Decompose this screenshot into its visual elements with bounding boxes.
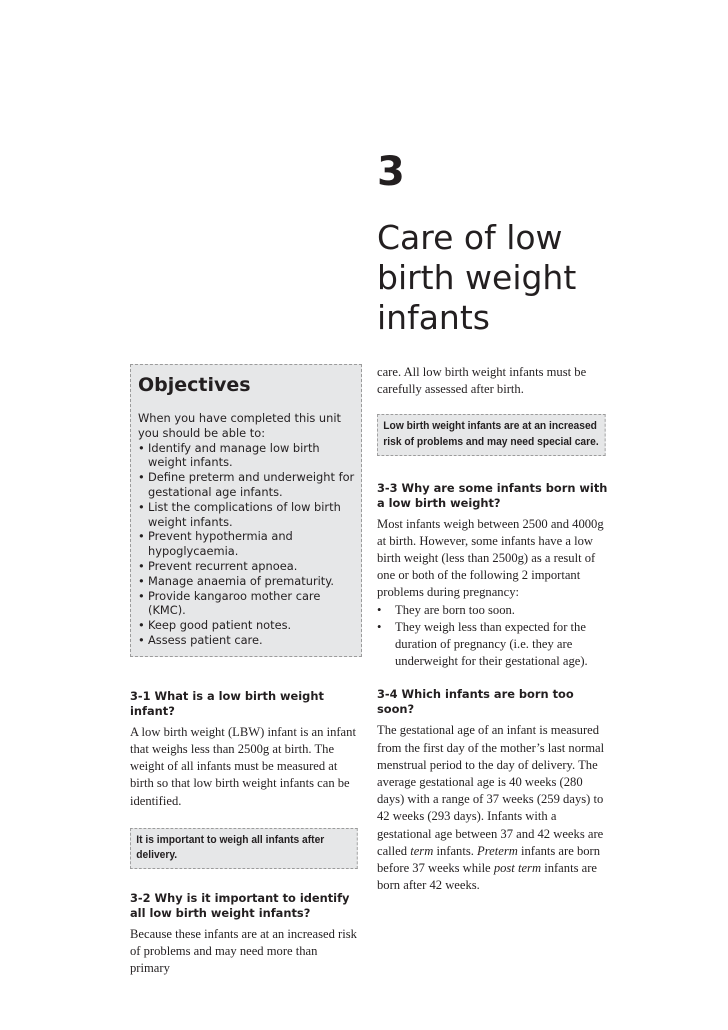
chapter-title-line-1: Care of low	[377, 218, 563, 257]
objective-text: Prevent recurrent apnoea.	[148, 558, 298, 573]
chapter-title	[377, 218, 707, 338]
objective-text: Define preterm and underweight for gestational age infants.	[148, 470, 355, 499]
objective-item	[138, 633, 355, 648]
objective-text: Assess patient care.	[148, 632, 263, 647]
objective-text: Identify and manage low birth weight infants.	[148, 440, 320, 470]
text-span: infants are born after 42 weeks.	[377, 861, 597, 893]
objectives-list	[138, 441, 355, 648]
term-emphasis: term	[410, 843, 434, 858]
reason-text: They are born too soon.	[395, 602, 515, 617]
section-text-3-3: Most infants weigh between 2500 and 4000g at birth. However, some infants have a low birth weight (less than 2500g) as a result of one or both of the following 2 important problems during pregnancy:	[377, 516, 604, 600]
bullet-icon: •	[377, 602, 382, 617]
objective-text: Provide kangaroo mother care (KMC).	[148, 588, 321, 618]
objective-item	[138, 500, 355, 530]
callout-weigh-infants: It is important to weigh all infants after delivery.	[130, 828, 358, 869]
bullet-icon: •	[138, 470, 145, 485]
bullet-icon: •	[138, 573, 145, 588]
objective-item	[138, 618, 355, 633]
objective-item	[138, 574, 355, 589]
post-term-emphasis: post term	[493, 861, 542, 876]
text-span: infants.	[433, 843, 478, 858]
objectives-box	[130, 364, 362, 657]
objective-item	[138, 441, 355, 471]
section-text-3-4	[377, 722, 611, 894]
objectives-heading: Objectives	[138, 374, 251, 396]
bullet-icon: •	[377, 619, 382, 634]
right-column	[377, 364, 611, 894]
text-span: infants are born before 37 weeks while	[377, 843, 601, 876]
objective-text: List the complications of low birth weight infants.	[148, 499, 341, 529]
bullet-icon: •	[138, 588, 145, 603]
section-text-3-2: Because these infants are at an increased risk of problems and may need more than primary	[130, 926, 357, 976]
bullet-icon: •	[138, 558, 145, 573]
reason-item	[377, 619, 611, 671]
bullet-icon: •	[138, 440, 145, 455]
bullet-icon: •	[138, 618, 145, 633]
chapter-title-line-3: infants	[377, 298, 490, 337]
chapter-number: 3	[377, 149, 405, 195]
objective-text: Prevent hypothermia and hypoglycaemia.	[148, 529, 293, 559]
section-heading-3-4: 3-4 Which infants are born too soon?	[377, 687, 574, 717]
chapter-title-line-2: birth weight	[377, 258, 577, 297]
preterm-emphasis: Preterm	[477, 843, 518, 858]
bullet-icon: •	[138, 499, 145, 514]
section-heading-3-2: 3-2 Why is it important to identify all low birth weight infants?	[130, 890, 350, 920]
reasons-list	[377, 602, 611, 671]
objective-text: Manage anaemia of prematurity.	[148, 573, 334, 588]
callout-special-care: Low birth weight infants are at an increased risk of problems and may need special care.	[377, 414, 606, 455]
section-heading-3-3: 3-3 Why are some infants born with a low birth weight?	[377, 480, 608, 510]
reason-text: They weigh less than expected for the duration of pregnancy (i.e. they are underweight for their gestational age).	[395, 619, 588, 669]
objective-text: Keep good patient notes.	[148, 618, 292, 633]
left-column	[130, 364, 360, 978]
bullet-icon: •	[138, 529, 145, 544]
bullet-icon: •	[138, 632, 145, 647]
section-text-3-2-continued: care. All low birth weight infants must be carefully assessed after birth.	[377, 365, 587, 397]
objective-item	[138, 559, 355, 574]
objectives-intro: When you have completed this unit you should be able to:	[138, 411, 341, 440]
objective-item	[138, 470, 355, 500]
reason-item	[377, 602, 611, 619]
objective-item	[138, 589, 355, 619]
text-span: The gestational age of an infant is measured from the first day of the mother’s last normal menstrual period to the day of delivery. The average gestational age is 40 weeks (280 days) with a range of 37 weeks (259 days) to 42 weeks (293 days). Infants with a gestational age between 37 and 42 weeks are called	[377, 723, 605, 858]
objective-item	[138, 529, 355, 559]
section-heading-3-1: 3-1 What is a low birth weight infant?	[130, 688, 324, 718]
section-text-3-1: A low birth weight (LBW) infant is an infant that weighs less than 2500g at birth. The weight of all infants must be measured at birth so that low birth weight infants can be identified.	[130, 724, 356, 808]
